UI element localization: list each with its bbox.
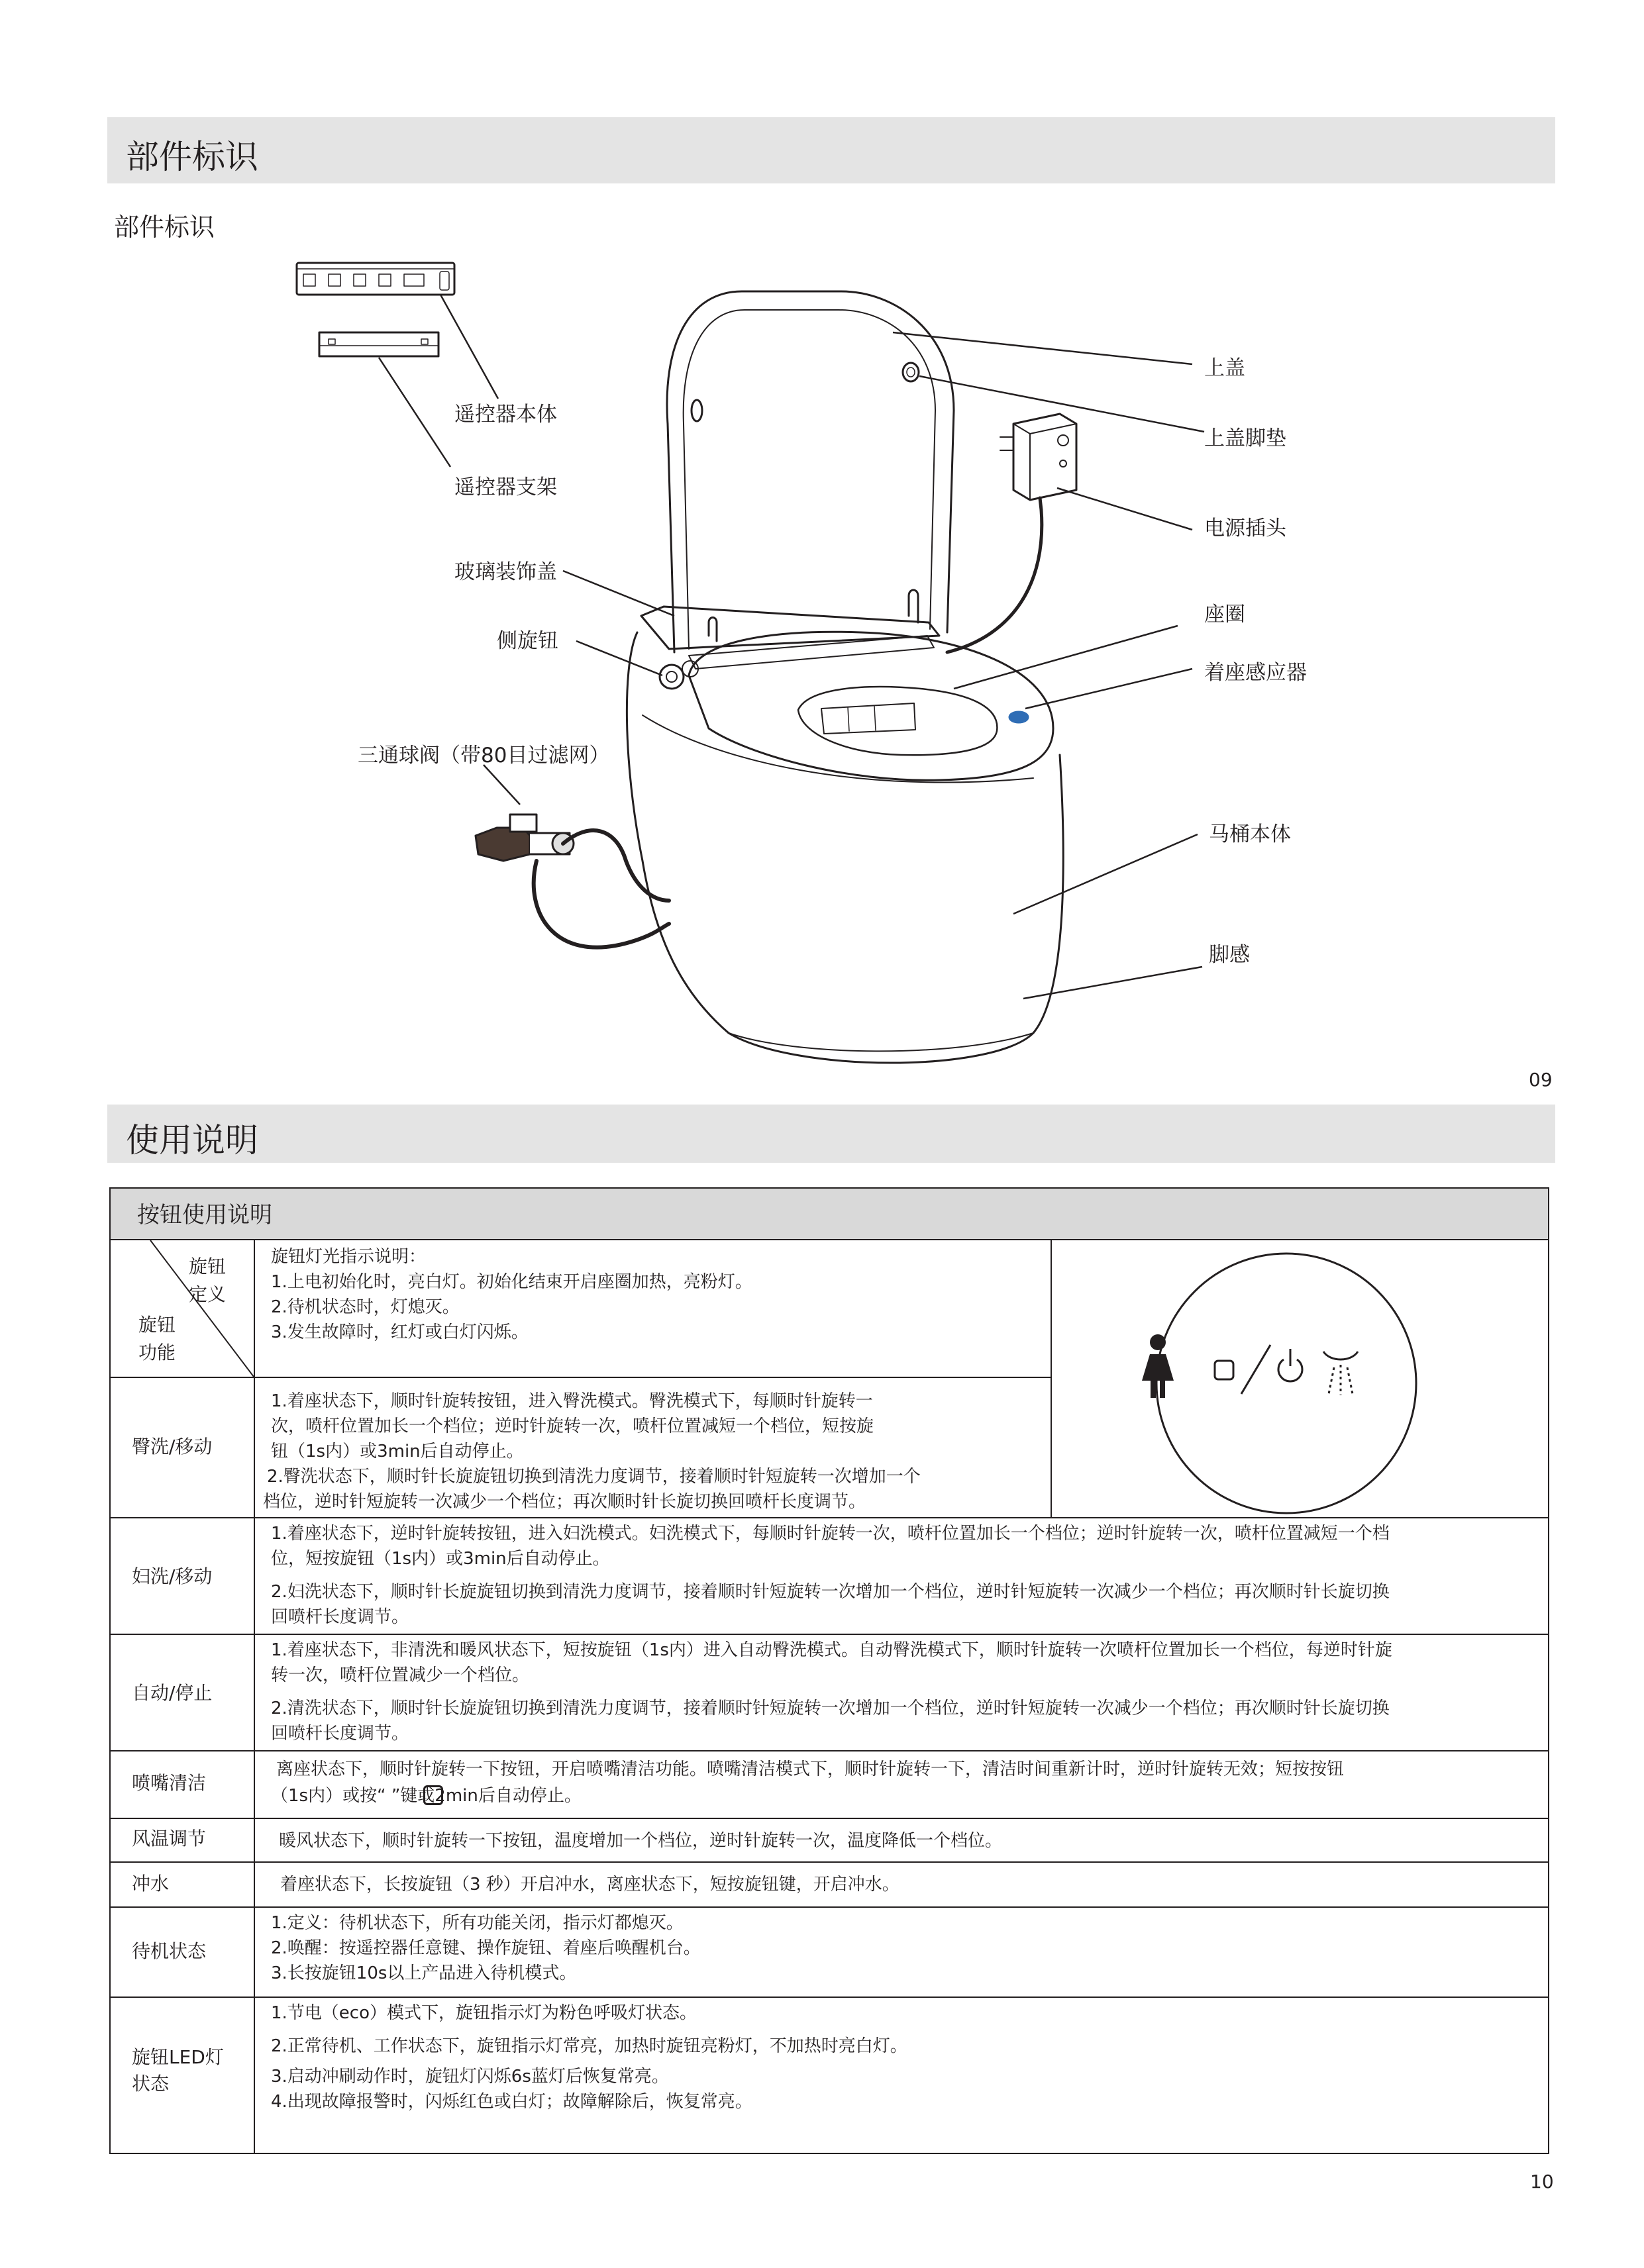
row-line: 着座状态下，长按旋钮（3 秒）开启冲水，离座状态下，短按旋钮键，开启冲水。 <box>280 1875 899 1895</box>
label-valve: 三通球阀（带80目过滤网） <box>358 744 610 767</box>
row-line: 1.定义：待机状态下，所有功能关闭，指示灯都熄灭。 <box>271 1913 684 1933</box>
remote-control-illustration <box>297 263 454 295</box>
row-line: 位，短按旋钮（1s内）或3min后自动停止。 <box>271 1549 610 1569</box>
row-label-rear-wash: 臀洗/移动 <box>132 1436 213 1457</box>
row-line: 钮（1s内）或3min后自动停止。 <box>271 1442 524 1461</box>
row-line: 2.臀洗状态下，顺时针长旋旋钮切换到清洗力度调节，接着顺时针短旋转一次增加一个 <box>267 1467 921 1487</box>
corner-label: 功能 <box>138 1342 176 1363</box>
section-band-usage <box>107 1105 1555 1163</box>
row-line: 次，喷杆位置加长一个档位；逆时针旋转一次，喷杆位置减短一个档位，短按旋 <box>271 1416 874 1436</box>
row-line: 2.唤醒：按遥控器任意键、操作旋钮、着座后唤醒机台。 <box>271 1938 701 1958</box>
label-power-plug: 电源插头 <box>1204 517 1286 540</box>
seat-sensor-icon <box>1009 712 1028 722</box>
section-title: 部件标识 <box>126 138 258 176</box>
label-foot-sensor: 脚感 <box>1209 943 1250 967</box>
corner-diagonal <box>109 1240 254 1377</box>
row-line: 1.节电（eco）模式下，旋钮指示灯为粉色呼吸灯状态。 <box>271 2003 697 2023</box>
knob-light-line: 1.上电初始化时，亮白灯。初始化结束开启座圈加热，亮粉灯。 <box>271 1272 752 1292</box>
label-glass-cover: 玻璃装饰盖 <box>454 560 557 584</box>
corner-label: 旋钮 <box>138 1314 176 1336</box>
row-line: 回喷杆长度调节。 <box>271 1607 409 1627</box>
row-line: 暖风状态下，顺时针旋转一下按钮，温度增加一个档位，逆时针旋转一次，温度降低一个档位。 <box>279 1831 1003 1851</box>
knob-light-line: 2.待机状态时，灯熄灭。 <box>271 1297 460 1317</box>
row-label-flush: 冲水 <box>132 1873 170 1895</box>
valve-illustration <box>476 814 669 948</box>
row-line: 4.出现故障报警时，闪烁红色或白灯；故障解除后，恢复常亮。 <box>271 2092 752 2112</box>
remote-bracket-illustration <box>319 332 438 356</box>
row-line: 3.启动冲刷动作时，旋钮灯闪烁6s蓝灯后恢复常亮。 <box>271 2067 669 2087</box>
stop-key-icon <box>423 1785 443 1805</box>
page-number: 09 <box>1529 1069 1553 1091</box>
corner-label: 旋钮 <box>189 1256 227 1277</box>
knob-panel-illustration <box>1052 1240 1549 1517</box>
lid-illustration <box>667 291 954 652</box>
row-line: 转一次，喷杆位置减少一个档位。 <box>271 1665 530 1685</box>
label-lid-pad: 上盖脚垫 <box>1204 426 1286 450</box>
row-line: 3.长按旋钮10s以上产品进入待机模式。 <box>271 1963 577 1983</box>
corner-label: 定义 <box>189 1283 227 1305</box>
row-label-auto-stop: 自动/停止 <box>132 1682 213 1704</box>
page-number: 10 <box>1530 2171 1554 2193</box>
row-line: 2.妇洗状态下，顺时针长旋旋钮切换到清洗力度调节，接着顺时针短旋转一次增加一个档位，逆时针短旋转一次减少一个档位；再次顺时针长旋切换 <box>271 1582 1390 1602</box>
row-line: （1s内）或按“ ”键或2min后自动停止。 <box>271 1786 582 1806</box>
row-label-standby: 待机状态 <box>132 1940 207 1962</box>
subtitle-parts: 部件标识 <box>114 213 215 242</box>
row-label-nozzle-clean: 喷嘴清洁 <box>132 1772 207 1794</box>
label-toilet-body: 马桶本体 <box>1209 822 1291 846</box>
power-plug-illustration <box>947 414 1076 652</box>
label-remote-bracket: 遥控器支架 <box>454 475 557 499</box>
hinge-illustration <box>641 607 939 689</box>
row-label-air-temp: 风温调节 <box>132 1828 207 1849</box>
label-remote-body: 遥控器本体 <box>454 403 557 426</box>
row-label-front-wash: 妇洗/移动 <box>132 1565 213 1587</box>
row-line: 离座状态下，顺时针旋转一下按钮，开启喷嘴清洁功能。喷嘴清洁模式下，顺时针旋转一下，清洁时间重新计时，逆时针旋转无效；短按按钮 <box>276 1759 1345 1779</box>
knob-light-line: 3.发生故障时，红灯或白灯闪烁。 <box>271 1322 529 1342</box>
stop-power-icon <box>1215 1345 1302 1394</box>
table-header <box>109 1187 1549 1239</box>
label-lid: 上盖 <box>1204 356 1245 380</box>
female-wash-icon <box>1142 1334 1174 1398</box>
label-seat-sensor: 着座感应器 <box>1204 661 1307 685</box>
toilet-parts-illustration <box>0 0 1644 1086</box>
nozzle-spray-icon <box>1323 1352 1358 1395</box>
row-line: 1.着座状态下，逆时针旋转按钮，进入妇洗模式。妇洗模式下，每顺时针旋转一次，喷杆位置加长一个档位；逆时针旋转一次，喷杆位置减短一个档 <box>271 1524 1390 1544</box>
row-label-knob-led: 状态 <box>132 2073 170 2095</box>
row-line: 1.着座状态下，非清洗和暖风状态下，短按旋钮（1s内）进入自动臀洗模式。自动臀洗模式下，顺时针旋转一次喷杆位置加长一个档位，每逆时针旋 <box>271 1640 1392 1660</box>
knob-light-line: 旋钮灯光指示说明： <box>271 1247 427 1267</box>
row-line: 档位，逆时针短旋转一次减少一个档位；再次顺时针长旋切换回喷杆长度调节。 <box>263 1492 866 1512</box>
section-title: 使用说明 <box>126 1121 258 1159</box>
row-line: 2.清洗状态下，顺时针长旋旋钮切换到清洗力度调节，接着顺时针短旋转一次增加一个档位，逆时针短旋转一次减少一个档位；再次顺时针长旋切换 <box>271 1699 1390 1718</box>
row-label-knob-led: 旋钮LED灯 <box>132 2046 224 2068</box>
row-line: 回喷杆长度调节。 <box>271 1724 409 1744</box>
row-line: 2.正常待机、工作状态下，旋钮指示灯常亮，加热时旋钮亮粉灯，不加热时亮白灯。 <box>271 2036 907 2056</box>
toilet-body-illustration <box>627 632 1063 1063</box>
row-line: 1.着座状态下，顺时针旋转按钮，进入臀洗模式。臀洗模式下，每顺时针旋转一 <box>271 1391 873 1411</box>
label-side-knob: 侧旋钮 <box>497 629 558 653</box>
button-usage-table <box>109 1187 1549 2154</box>
label-seat-ring: 座圈 <box>1204 603 1245 626</box>
table-header-title: 按钮使用说明 <box>137 1202 272 1228</box>
